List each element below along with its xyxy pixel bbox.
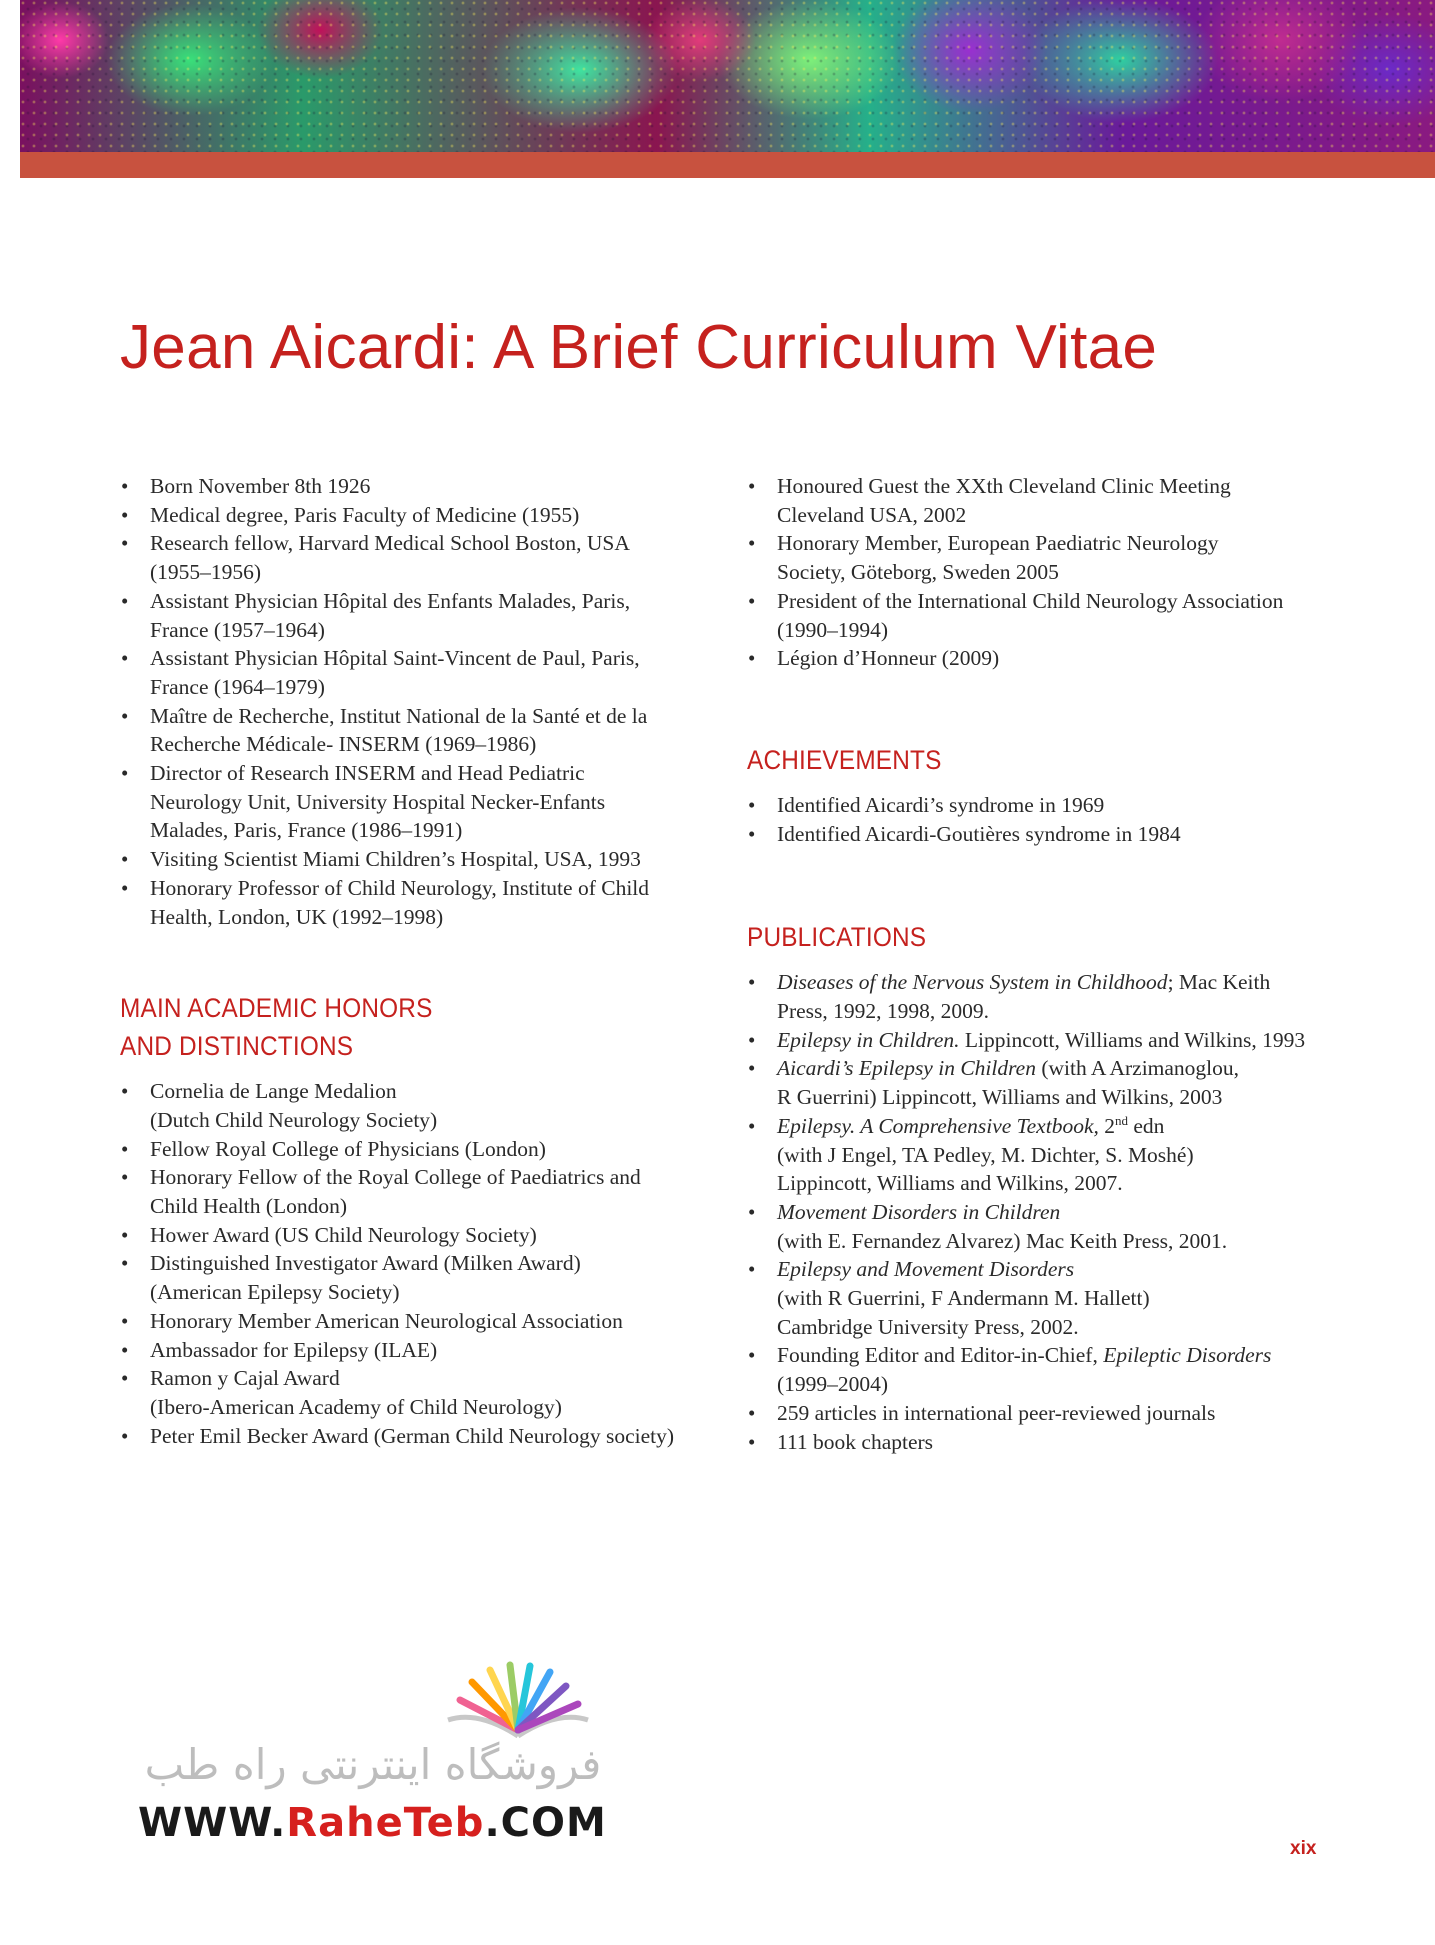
honors-list: [120, 1077, 690, 1450]
list-item: • Aicardi’s Epilepsy in Children (with A Arzimanoglou, R Guerrini) Lippincott, Williams and Wilkins, 2003: [747, 1054, 1317, 1111]
page-title: Jean Aicardi: A Brief Curriculum Vitae: [120, 313, 1158, 382]
header-stripe: [20, 152, 1435, 178]
list-item: • Honorary Member American Neurological Association: [120, 1307, 690, 1336]
list-item: • Born November 8th 1926: [120, 472, 690, 501]
list-item: • Medical degree, Paris Faculty of Medicine (1955): [120, 501, 690, 530]
achievements-list: [747, 791, 1317, 848]
list-item: • Honorary Member, European Paediatric Neurology Society, Göteborg, Sweden 2005: [747, 529, 1317, 586]
list-item: • Research fellow, Harvard Medical School Boston, USA (1955–1956): [120, 529, 690, 586]
list-item: • Honorary Professor of Child Neurology, Institute of Child Health, London, UK (1992–1998): [120, 874, 690, 931]
watermark: [138, 1660, 608, 1860]
list-item: • Légion d’Honneur (2009): [747, 644, 1317, 673]
list-item: • Ramon y Cajal Award (Ibero-American Academy of Child Neurology): [120, 1364, 690, 1421]
bio-list: [120, 472, 690, 931]
list-item: • Epilepsy and Movement Disorders (with R Guerrini, F Andermann M. Hallett) Cambridge University Press, 2002.: [747, 1255, 1317, 1341]
section-heading-honors: MAIN ACADEMIC HONORS AND DISTINCTIONS: [120, 993, 433, 1062]
list-item: • Epilepsy. A Comprehensive Textbook, 2nd edn (with J Engel, TA Pedley, M. Dichter, S. Moshé) Lippincott, Williams and Wilkins, 2007.: [747, 1112, 1317, 1198]
list-item: • 111 book chapters: [747, 1428, 1317, 1457]
publications-list: [747, 968, 1317, 1456]
left-column: [120, 472, 690, 1450]
list-item: • Ambassador for Epilepsy (ILAE): [120, 1336, 690, 1365]
list-item: • Diseases of the Nervous System in Childhood; Mac Keith Press, 1992, 1998, 2009.: [747, 968, 1317, 1025]
list-item: • Fellow Royal College of Physicians (London): [120, 1135, 690, 1164]
list-item: • Hower Award (US Child Neurology Society): [120, 1221, 690, 1250]
watermark-farsi-text: فروشگاه اینترنتی راه طب: [144, 1740, 602, 1789]
list-item: • Honorary Fellow of the Royal College of Paediatrics and Child Health (London): [120, 1163, 690, 1220]
list-item: • Cornelia de Lange Medalion (Dutch Child Neurology Society): [120, 1077, 690, 1134]
list-item: • 259 articles in international peer-reviewed journals: [747, 1399, 1317, 1428]
list-item: • Director of Research INSERM and Head Pediatric Neurology Unit, University Hospital Necker-Enfants Malades, Paris, France (1986–1991): [120, 759, 690, 845]
list-item: • Assistant Physician Hôpital des Enfants Malades, Paris, France (1957–1964): [120, 587, 690, 644]
list-item: • Assistant Physician Hôpital Saint-Vincent de Paul, Paris, France (1964–1979): [120, 644, 690, 701]
list-item: • President of the International Child Neurology Association (1990–1994): [747, 587, 1317, 644]
list-item: • Identified Aicardi’s syndrome in 1969: [747, 791, 1317, 820]
list-item: • Maître de Recherche, Institut National de la Santé et de la Recherche Médicale- INSERM (1969–1986): [120, 702, 690, 759]
watermark-url: WWW.RaheTeb.COM: [138, 1800, 607, 1846]
honors-continued-list: [747, 472, 1317, 673]
page-number: xix: [1290, 1838, 1317, 1859]
section-heading-achievements: ACHIEVEMENTS: [747, 744, 942, 775]
list-item: • Distinguished Investigator Award (Milken Award) (American Epilepsy Society): [120, 1249, 690, 1306]
list-item: • Movement Disorders in Children (with E. Fernandez Alvarez) Mac Keith Press, 2001.: [747, 1198, 1317, 1255]
list-item: • Founding Editor and Editor-in-Chief, Epileptic Disorders (1999–2004): [747, 1341, 1317, 1398]
open-book-logo-icon: [438, 1660, 598, 1740]
list-item: • Identified Aicardi-Goutières syndrome in 1984: [747, 820, 1317, 849]
section-heading-publications: PUBLICATIONS: [747, 922, 927, 953]
list-item: • Peter Emil Becker Award (German Child Neurology society): [120, 1422, 690, 1451]
list-item: • Honoured Guest the XXth Cleveland Clinic Meeting Cleveland USA, 2002: [747, 472, 1317, 529]
list-item: • Epilepsy in Children. Lippincott, Williams and Wilkins, 1993: [747, 1026, 1317, 1055]
list-item: • Visiting Scientist Miami Children’s Hospital, USA, 1993: [120, 845, 690, 874]
right-column: [747, 472, 1317, 1456]
header-banner-image: [20, 0, 1435, 152]
